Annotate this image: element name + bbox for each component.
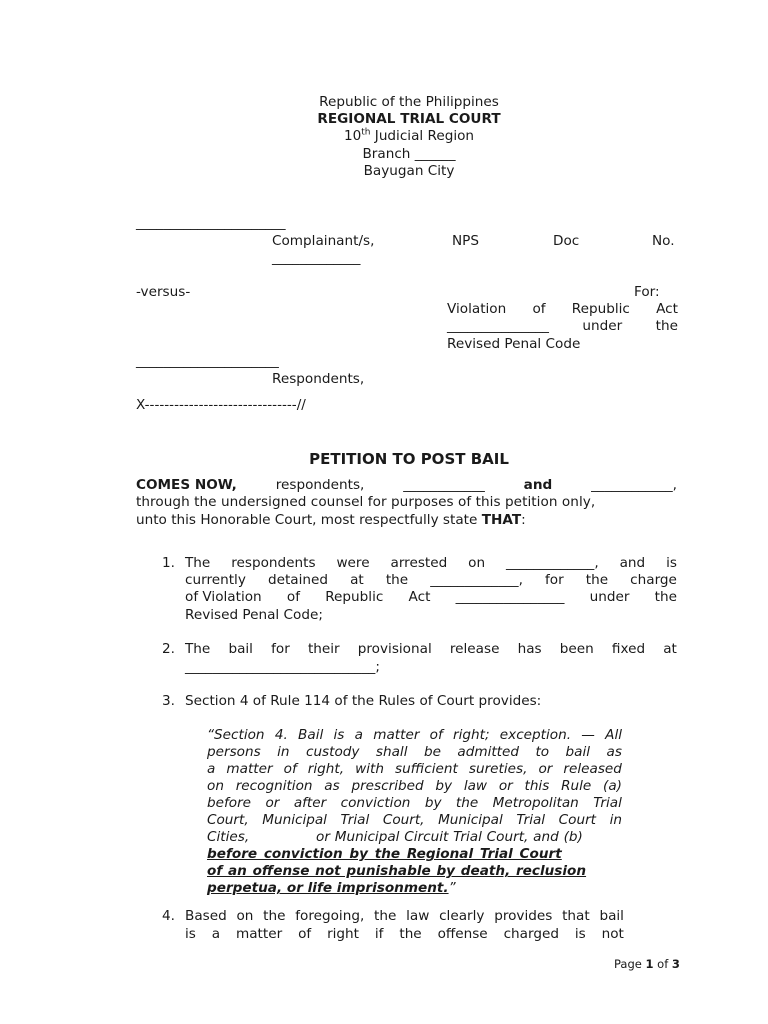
quote-line-3 xyxy=(207,761,622,777)
quote-line-6 xyxy=(207,812,622,828)
w: with xyxy=(355,761,384,777)
w: conviction xyxy=(340,795,411,811)
header-region xyxy=(0,128,768,144)
w: a xyxy=(211,926,221,942)
page-number xyxy=(614,957,680,971)
w: for xyxy=(271,641,290,657)
w: bail xyxy=(565,744,591,760)
colon: : xyxy=(521,512,526,528)
w: right; xyxy=(453,727,490,743)
item-1-line-4: Revised Penal Code; xyxy=(185,607,323,623)
w: admitted xyxy=(457,744,520,760)
w: if xyxy=(374,926,384,942)
nps-blank: _____________ xyxy=(272,250,361,266)
w: of xyxy=(429,727,443,743)
w: Metropolitan xyxy=(492,795,579,811)
w: after xyxy=(293,795,327,811)
page-current: 1 xyxy=(645,957,654,971)
w: clearly xyxy=(439,908,485,924)
w: prescribed xyxy=(351,778,424,794)
w: provisional xyxy=(357,641,432,657)
w: in xyxy=(609,812,622,828)
w: Act xyxy=(656,301,678,317)
quote-line-9: of an offense not punishable by death, reclusion xyxy=(207,863,587,879)
w: respondents, xyxy=(275,477,365,493)
w: sufficient xyxy=(394,761,458,777)
w: Rule xyxy=(561,778,592,794)
no-label: No. xyxy=(652,233,675,249)
w: custody xyxy=(305,744,360,760)
header-city: Bayugan City xyxy=(363,163,455,179)
w: Violation xyxy=(447,301,507,317)
w: for xyxy=(544,572,564,588)
w: or xyxy=(538,761,553,777)
w: matter xyxy=(373,727,420,743)
w: the xyxy=(263,908,286,924)
document-title: PETITION TO POST BAIL xyxy=(309,450,509,468)
w: right xyxy=(327,926,360,942)
w: matter xyxy=(235,926,283,942)
item-number-1: 1. xyxy=(162,555,175,571)
w: The xyxy=(185,555,211,571)
w: Municipal xyxy=(262,812,327,828)
w: be xyxy=(423,744,441,760)
item-3-text: Section 4 of Rule 114 of the Rules of Court provides: xyxy=(185,693,542,709)
w: at xyxy=(663,641,677,657)
w: of xyxy=(286,589,300,605)
w: _____________, xyxy=(505,555,599,571)
intro-line-3 xyxy=(136,512,526,528)
quote-line-2 xyxy=(207,744,622,760)
item-1-line-3 xyxy=(185,589,677,605)
w: the xyxy=(655,318,678,334)
w: under xyxy=(582,318,623,334)
w: Act xyxy=(408,589,431,605)
w: “Section xyxy=(207,727,265,743)
intro-text: unto this Honorable Court, most respectfully state xyxy=(136,512,482,528)
w: is xyxy=(574,926,586,942)
quote-line-7b: or Municipal Circuit Trial Court, and (b) xyxy=(316,829,583,845)
violation-blank: _______________ xyxy=(447,318,549,334)
page-of: of xyxy=(653,957,672,971)
respondent-blank: _____________________ xyxy=(136,353,279,369)
w: is xyxy=(666,555,677,571)
w: released xyxy=(563,761,622,777)
w: charged xyxy=(503,926,559,942)
w: of Violation xyxy=(185,589,262,605)
w: fixed xyxy=(611,641,646,657)
region-rest: Judicial Region xyxy=(370,128,475,144)
w: persons xyxy=(207,744,261,760)
w: offense xyxy=(437,926,488,942)
w: on xyxy=(207,778,224,794)
w: to xyxy=(535,744,550,760)
item-number-2: 2. xyxy=(162,641,175,657)
close-quote: ” xyxy=(448,880,456,896)
w: and xyxy=(619,555,646,571)
w: by xyxy=(435,778,453,794)
header-court: REGIONAL TRIAL COURT xyxy=(317,111,501,127)
complainant-blank: ______________________ xyxy=(136,215,286,231)
w: law xyxy=(463,778,488,794)
w: at xyxy=(350,572,364,588)
w: on xyxy=(468,555,486,571)
region-sup: th xyxy=(361,127,371,138)
w: is xyxy=(333,727,345,743)
revised-code: Revised Penal Code xyxy=(447,336,581,352)
w: bail xyxy=(228,641,253,657)
w: sureties, xyxy=(468,761,528,777)
item-2-line-1 xyxy=(185,641,677,657)
w: (a) xyxy=(603,778,622,794)
region-number: 10 xyxy=(343,128,362,144)
nps-label: NPS xyxy=(452,233,479,249)
w: of xyxy=(532,301,546,317)
page-total: 3 xyxy=(671,957,680,971)
violation-blank-line xyxy=(447,318,678,334)
blank: ____________ xyxy=(403,477,485,493)
w: 4. xyxy=(274,727,288,743)
w: the xyxy=(399,926,422,942)
w: release xyxy=(449,641,500,657)
w: has xyxy=(517,641,542,657)
w: law xyxy=(406,908,430,924)
item-1-line-2 xyxy=(185,572,677,588)
w: in xyxy=(277,744,290,760)
item-4-line-2 xyxy=(185,926,624,942)
w: by xyxy=(424,795,442,811)
w: or xyxy=(498,778,513,794)
doc-label: Doc xyxy=(553,233,580,249)
header-republic: Republic of the Philippines xyxy=(319,94,499,110)
w: not xyxy=(601,926,624,942)
w: Court, xyxy=(382,812,425,828)
w: All xyxy=(605,727,622,743)
for-label: For: xyxy=(634,284,660,300)
intro-line-1 xyxy=(136,477,677,493)
w: Republic xyxy=(571,301,630,317)
w: charge xyxy=(630,572,677,588)
w: Municipal xyxy=(438,812,503,828)
w: the xyxy=(654,589,677,605)
w: right, xyxy=(307,761,345,777)
w: The xyxy=(185,641,211,657)
w: is xyxy=(185,926,196,942)
w: exception. xyxy=(499,727,572,743)
w: under xyxy=(589,589,630,605)
w: foregoing, xyxy=(295,908,365,924)
w: respondents xyxy=(231,555,316,571)
x-line: X-------------------------------// xyxy=(136,397,306,413)
item-4-line-1 xyxy=(185,908,624,924)
w: Based xyxy=(185,908,227,924)
w: _____________, xyxy=(430,572,523,588)
versus-label: -versus- xyxy=(136,284,191,300)
header-branch: Branch ______ xyxy=(362,146,456,162)
w: currently xyxy=(185,572,246,588)
comes-now: COMES NOW, xyxy=(136,477,237,493)
w: of xyxy=(298,926,312,942)
w: Republic xyxy=(325,589,384,605)
w: the xyxy=(585,572,609,588)
w: Bail xyxy=(298,727,324,743)
blank: ____________, xyxy=(591,477,677,493)
w: their xyxy=(307,641,340,657)
w: recognition xyxy=(235,778,313,794)
complainant-label: Complainant/s, xyxy=(272,233,375,249)
w: before xyxy=(207,795,252,811)
quote-emphasis: perpetua, or life imprisonment. xyxy=(207,880,449,896)
w: as xyxy=(324,778,340,794)
w: Court xyxy=(558,812,596,828)
that-word: THAT xyxy=(481,512,522,528)
w: that xyxy=(562,908,590,924)
quote-line-4 xyxy=(207,778,622,794)
w: the xyxy=(455,795,479,811)
w: the xyxy=(385,572,409,588)
w: arrested xyxy=(390,555,448,571)
w: — xyxy=(581,727,595,743)
w: provides xyxy=(494,908,553,924)
w: were xyxy=(336,555,370,571)
w: or xyxy=(265,795,280,811)
w: of xyxy=(283,761,297,777)
and-word: and xyxy=(523,477,553,493)
w: a xyxy=(354,727,363,743)
w: as xyxy=(606,744,622,760)
w: ________________ xyxy=(455,589,565,605)
w: Trial xyxy=(593,795,622,811)
w: the xyxy=(374,908,397,924)
w: on xyxy=(236,908,254,924)
w: Court, xyxy=(207,812,249,828)
quote-line-7a: Cities, xyxy=(207,829,250,845)
respondents-label: Respondents, xyxy=(272,371,365,387)
w: this xyxy=(524,778,550,794)
w: detained xyxy=(267,572,328,588)
intro-line-2: through the undersigned counsel for purposes of this petition only, xyxy=(136,494,596,510)
quote-line-10 xyxy=(207,880,456,896)
w: matter xyxy=(226,761,273,777)
quote-line-8: before conviction by the Regional Trial Court xyxy=(207,846,562,862)
w: been xyxy=(559,641,594,657)
w: bail xyxy=(599,908,624,924)
quote-line-1 xyxy=(207,727,622,743)
w: Trial xyxy=(340,812,370,828)
quote-line-5 xyxy=(207,795,622,811)
item-number-4: 4. xyxy=(162,908,175,924)
w: shall xyxy=(375,744,408,760)
item-number-3: 3. xyxy=(162,693,175,709)
violation-line xyxy=(447,301,678,317)
page-label: Page xyxy=(614,957,646,971)
item-2-line-2: ____________________________; xyxy=(185,659,380,675)
item-1-line-1 xyxy=(185,555,677,571)
w: a xyxy=(207,761,216,777)
w: Trial xyxy=(516,812,546,828)
